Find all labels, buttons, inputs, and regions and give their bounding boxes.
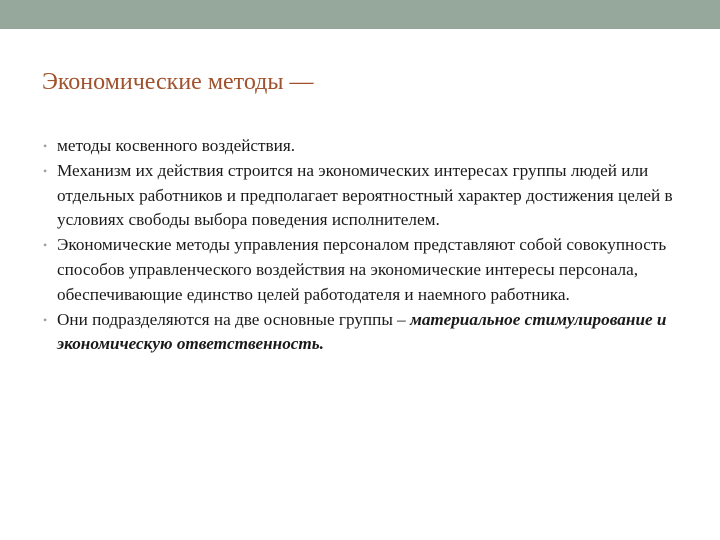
bullet-text: методы косвенного воздействия. [57,136,296,155]
bullet-text: Они подразделяются на две основные группы – [57,309,411,329]
bullet-marker-icon: • [43,139,48,153]
bullet-text: Механизм их действия строится на экономических интересах группы людей или отдельных работников и предполагает вероятностный характер достижения целей в условиях свободы выбора поведения исполнителем. [57,161,673,230]
bullet-item [43,159,695,233]
slide-title: Экономические методы — [42,69,314,95]
top-color-band [0,0,720,29]
bullet-item [43,134,695,159]
bullet-emphasis-text: материальное стимулирование и экономическую ответственность. [57,309,667,354]
bullet-marker-icon: • [43,164,48,179]
bullet-text: Экономические методы управления персоналом представляют собой совокупность способов управленческого воздействия на экономические интересы персонала, обеспечивающие единство целей работодателя и наемного работника. [57,235,667,304]
bullet-marker-icon: • [43,312,48,327]
bullet-marker-icon: • [43,238,48,253]
bullet-list [43,134,695,357]
bullet-item [43,233,695,307]
bullet-item [43,308,695,357]
